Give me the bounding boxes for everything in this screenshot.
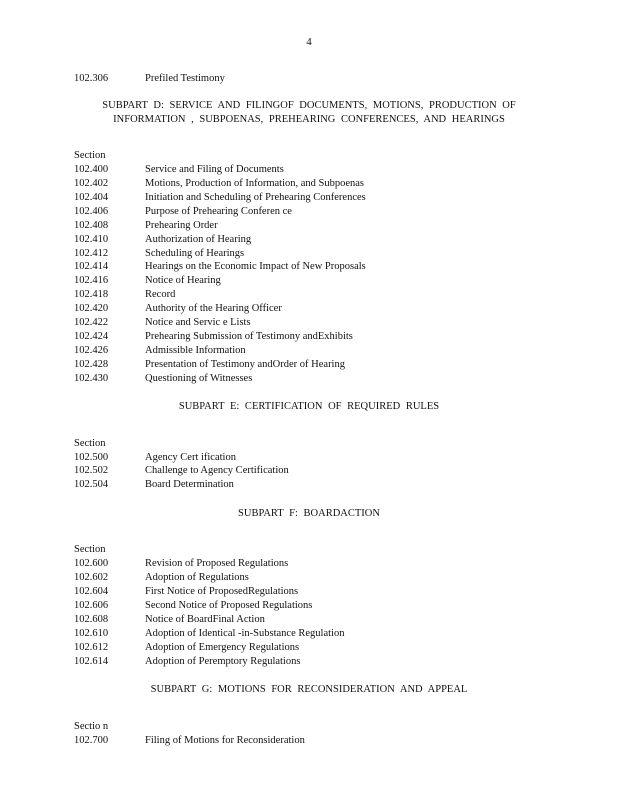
section-number: 102.422 <box>74 316 109 328</box>
section-title: Revision of Proposed Regulations <box>145 558 289 570</box>
section-number: 102.600 <box>74 558 109 570</box>
section-title: Purpose of Prehearing Conferen ce <box>145 205 292 217</box>
section-label: Sectio n <box>74 720 109 732</box>
section-number: 102.602 <box>74 572 109 584</box>
toc-entry <box>74 316 544 330</box>
toc-entry <box>74 302 544 316</box>
section-title: Questioning of Witnesses <box>145 372 253 384</box>
section-number: 102.608 <box>74 613 109 625</box>
section-number: 102.306 <box>74 73 109 84</box>
section-title: Adoption of Identical -in-Substance Regulation <box>145 627 345 639</box>
section-title: Authority of the Hearing Officer <box>145 303 282 315</box>
subpart-heading <box>74 683 544 697</box>
section-title: Hearings on the Economic Impact of New Proposals <box>145 261 366 273</box>
section-title: Initiation and Scheduling of Prehearing Conferences <box>145 191 366 203</box>
section-number: 102.500 <box>74 451 109 463</box>
toc-entry <box>74 344 544 358</box>
toc-entry <box>74 734 544 748</box>
section-number: 102.428 <box>74 358 109 370</box>
toc-entry <box>74 585 544 599</box>
toc-entry <box>74 260 544 274</box>
section-number: 102.700 <box>74 734 109 746</box>
section-title: Adoption of Peremptory Regulations <box>145 655 301 667</box>
section-number: 102.414 <box>74 261 109 273</box>
section-number: 102.504 <box>74 479 109 491</box>
toc-entry <box>74 163 544 177</box>
toc-entry <box>74 655 544 669</box>
toc-entry <box>74 205 544 219</box>
subpart-heading <box>74 400 544 414</box>
subpart-heading <box>74 99 544 127</box>
toc-entry <box>74 599 544 613</box>
table-of-contents <box>74 72 544 747</box>
section-title: Prefiled Testimony <box>145 73 225 84</box>
section-title: Adoption of Emergency Regulations <box>145 641 300 653</box>
section-number: 102.418 <box>74 289 109 301</box>
subpart-heading-line: SUBPART F: BOARDACTION <box>238 508 380 520</box>
section-title: Board Determination <box>145 479 234 491</box>
section-title: Prehearing Order <box>145 219 218 231</box>
section-number: 102.430 <box>74 372 109 384</box>
section-number: 102.406 <box>74 205 109 217</box>
section-number: 102.400 <box>74 164 109 176</box>
subpart-heading <box>74 507 544 521</box>
section-title: Presentation of Testimony andOrder of Hearing <box>145 358 345 370</box>
section-title: Service and Filing of Documents <box>145 164 284 176</box>
section-number: 102.502 <box>74 465 109 477</box>
section-label: Section <box>74 437 106 449</box>
section-title: Prehearing Submission of Testimony andExhibits <box>145 330 353 342</box>
toc-entry <box>74 372 544 386</box>
section-title: Record <box>145 289 176 301</box>
toc-entry <box>74 478 544 492</box>
section-number: 102.416 <box>74 275 109 287</box>
section-title: First Notice of ProposedRegulations <box>145 586 299 598</box>
subpart-heading-line: SUBPART G: MOTIONS FOR RECONSIDERATION AND APPEAL <box>150 684 468 696</box>
toc-entry <box>74 177 544 191</box>
toc-entry <box>74 330 544 344</box>
toc-entry <box>74 641 544 655</box>
toc-entry <box>74 191 544 205</box>
toc-entry <box>74 557 544 571</box>
toc-entry <box>74 288 544 302</box>
section-title: Notice and Servic e Lists <box>145 316 251 328</box>
subparts-container <box>74 86 544 748</box>
section-number: 102.426 <box>74 344 109 356</box>
section-number: 102.612 <box>74 641 109 653</box>
section-number: 102.614 <box>74 655 109 667</box>
toc-entry <box>74 627 544 641</box>
section-number: 102.604 <box>74 586 109 598</box>
section-title: Authorization of Hearing <box>145 233 252 245</box>
section-number: 102.408 <box>74 219 109 231</box>
section-title: Motions, Production of Information, and Subpoenas <box>145 178 365 190</box>
section-number: 102.412 <box>74 247 109 259</box>
section-number: 102.402 <box>74 178 109 190</box>
toc-entry <box>74 233 544 247</box>
toc-entry <box>74 571 544 585</box>
section-number: 102.606 <box>74 599 109 611</box>
section-number: 102.410 <box>74 233 109 245</box>
toc-entry <box>74 464 544 478</box>
section-title: Adoption of Regulations <box>145 572 249 584</box>
toc-entry <box>74 274 544 288</box>
subpart-heading-line: SUBPART D: SERVICE AND FILINGOF DOCUMENTS, MOTIONS, PRODUCTION OF <box>102 99 516 111</box>
section-title: Scheduling of Hearings <box>145 247 245 259</box>
section-label: Section <box>74 150 106 162</box>
section-number: 102.420 <box>74 303 109 315</box>
subpart-heading-line: INFORMATION , SUBPOENAS, PREHEARING CONFERENCES, AND HEARINGS <box>113 114 505 126</box>
section-title: Second Notice of Proposed Regulations <box>145 599 313 611</box>
toc-entry <box>74 451 544 465</box>
section-number: 102.424 <box>74 330 109 342</box>
section-title: Filing of Motions for Reconsideration <box>145 734 305 746</box>
section-title: Challenge to Agency Certification <box>145 465 289 477</box>
section-title: Agency Cert ification <box>145 451 236 463</box>
toc-entry <box>74 247 544 261</box>
section-title: Admissible Information <box>145 344 246 356</box>
subpart-heading-line: SUBPART E: CERTIFICATION OF REQUIRED RULES <box>178 401 440 413</box>
section-label: Section <box>74 544 106 556</box>
page-number: 4 <box>306 36 312 48</box>
section-title: Notice of Hearing <box>145 275 221 287</box>
section-number: 102.404 <box>74 191 109 203</box>
section-number: 102.610 <box>74 627 109 639</box>
toc-entry <box>74 219 544 233</box>
toc-entry <box>74 72 544 86</box>
section-title: Notice of BoardFinal Action <box>145 613 265 625</box>
toc-entry <box>74 613 544 627</box>
toc-entry <box>74 358 544 372</box>
